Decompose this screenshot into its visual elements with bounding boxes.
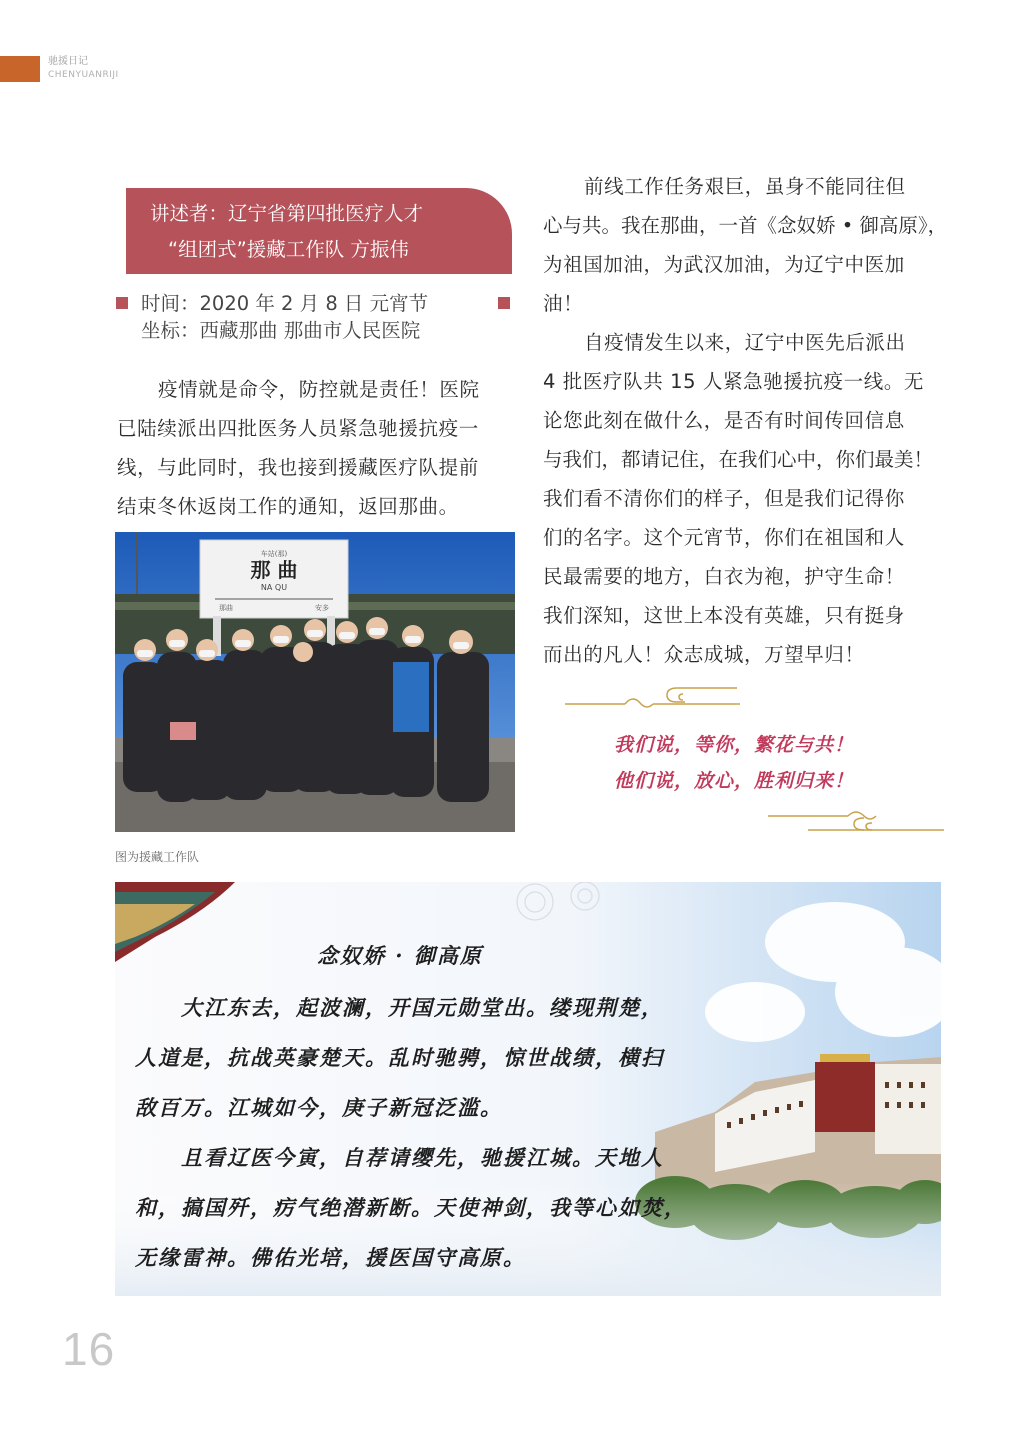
bullet-square-right — [498, 297, 510, 309]
sign-pinyin: NA QU — [260, 583, 288, 592]
poem-line: 敌百万。江城如今，庚子新冠泛滥。 — [135, 1095, 503, 1120]
sign-left-station: 那曲 — [219, 604, 233, 612]
right-paragraph-line: 前线工作任务艰巨，虽身不能同往但 — [584, 175, 906, 198]
left-paragraph-line: 疫情就是命令，防控就是责任！医院 — [158, 378, 480, 401]
narrator-line-2: “组团式”援藏工作队 方振伟 — [168, 238, 409, 261]
meta-time: 时间：2020 年 2 月 8 日 元宵节 — [141, 292, 429, 315]
right-paragraph-line: 们的名字。这个元宵节，你们在祖国和人 — [543, 526, 905, 549]
sign-right-station: 安多 — [315, 604, 329, 612]
right-paragraph-line: 我们深知，这世上本没有英雄，只有挺身 — [543, 604, 905, 627]
slogan-line-2: 他们说，放心，胜利归来！ — [614, 770, 855, 792]
section-title-en: CHENYUANRIJI — [48, 70, 119, 80]
right-paragraph-line: 民最需要的地方，白衣为袍，护守生命！ — [543, 565, 905, 588]
team-photo — [115, 532, 515, 832]
left-paragraph-line: 结束冬休返岗工作的通知，返回那曲。 — [117, 495, 459, 518]
poem-panel — [115, 882, 941, 1296]
cloud-ornament-top — [565, 682, 750, 714]
sign-top-text: 车站(那) — [260, 550, 288, 558]
section-title-cn: 驰援日记 — [48, 56, 88, 67]
right-paragraph-line: 自疫情发生以来，辽宁中医先后派出 — [584, 331, 906, 354]
left-paragraph-line: 线，与此同时，我也接到援藏医疗队提前 — [117, 456, 479, 479]
right-paragraph-line: 为祖国加油，为武汉加油，为辽宁中医加 — [543, 253, 905, 276]
poem-line: 且看辽医今寅，自荐请缨先，驰援江城。天地人 — [181, 1145, 664, 1170]
right-paragraph-line: 油！ — [543, 292, 584, 315]
poem-background — [115, 882, 941, 1296]
bullet-square-left — [116, 297, 128, 309]
right-paragraph-line: 论您此刻在做什么，是否有时间传回信息 — [543, 409, 905, 432]
right-paragraph-line: 我们看不清你们的样子，但是我们记得你 — [543, 487, 905, 510]
slogan-line-1: 我们说，等你，繁花与共！ — [614, 734, 855, 756]
right-paragraph-line: 而出的凡人！众志成城，万望早归！ — [543, 643, 865, 666]
cloud-ornament-bottom — [768, 808, 948, 836]
narrator-banner — [126, 188, 512, 274]
section-color-bar — [0, 56, 40, 82]
poem-title: 念奴娇 · 御高原 — [317, 943, 483, 968]
right-paragraph-line: 4 批医疗队共 15 人紧急驰援抗疫一线。无 — [543, 370, 925, 393]
poem-line: 人道是，抗战英豪楚天。乱时驰骋，惊世战绩，横扫 — [135, 1045, 664, 1070]
poem-line: 和，搞国歼，疠气绝潜新断。天使神剑，我等心如焚， — [135, 1195, 687, 1220]
photo-caption: 图为援藏工作队 — [115, 850, 200, 864]
page-number: 16 — [62, 1323, 116, 1375]
poem-line: 大江东去，起波澜，开国元勋堂出。缕现荆楚， — [181, 995, 664, 1020]
narrator-line-1: 讲述者：辽宁省第四批医疗人才 — [150, 202, 424, 225]
meta-location: 坐标：西藏那曲 那曲市人民医院 — [141, 319, 421, 342]
poem-line: 无缘雷神。佛佑光培，援医国守高原。 — [135, 1245, 526, 1270]
sign-station-name: 那 曲 — [250, 558, 298, 582]
right-paragraph-line: 心与共。我在那曲，一首《念奴娇 • 御高原》， — [543, 214, 948, 237]
right-paragraph-line: 与我们，都请记住，在我们心中，你们最美！ — [543, 448, 934, 471]
left-paragraph-line: 已陆续派出四批医务人员紧急驰援抗疫一 — [117, 417, 479, 440]
